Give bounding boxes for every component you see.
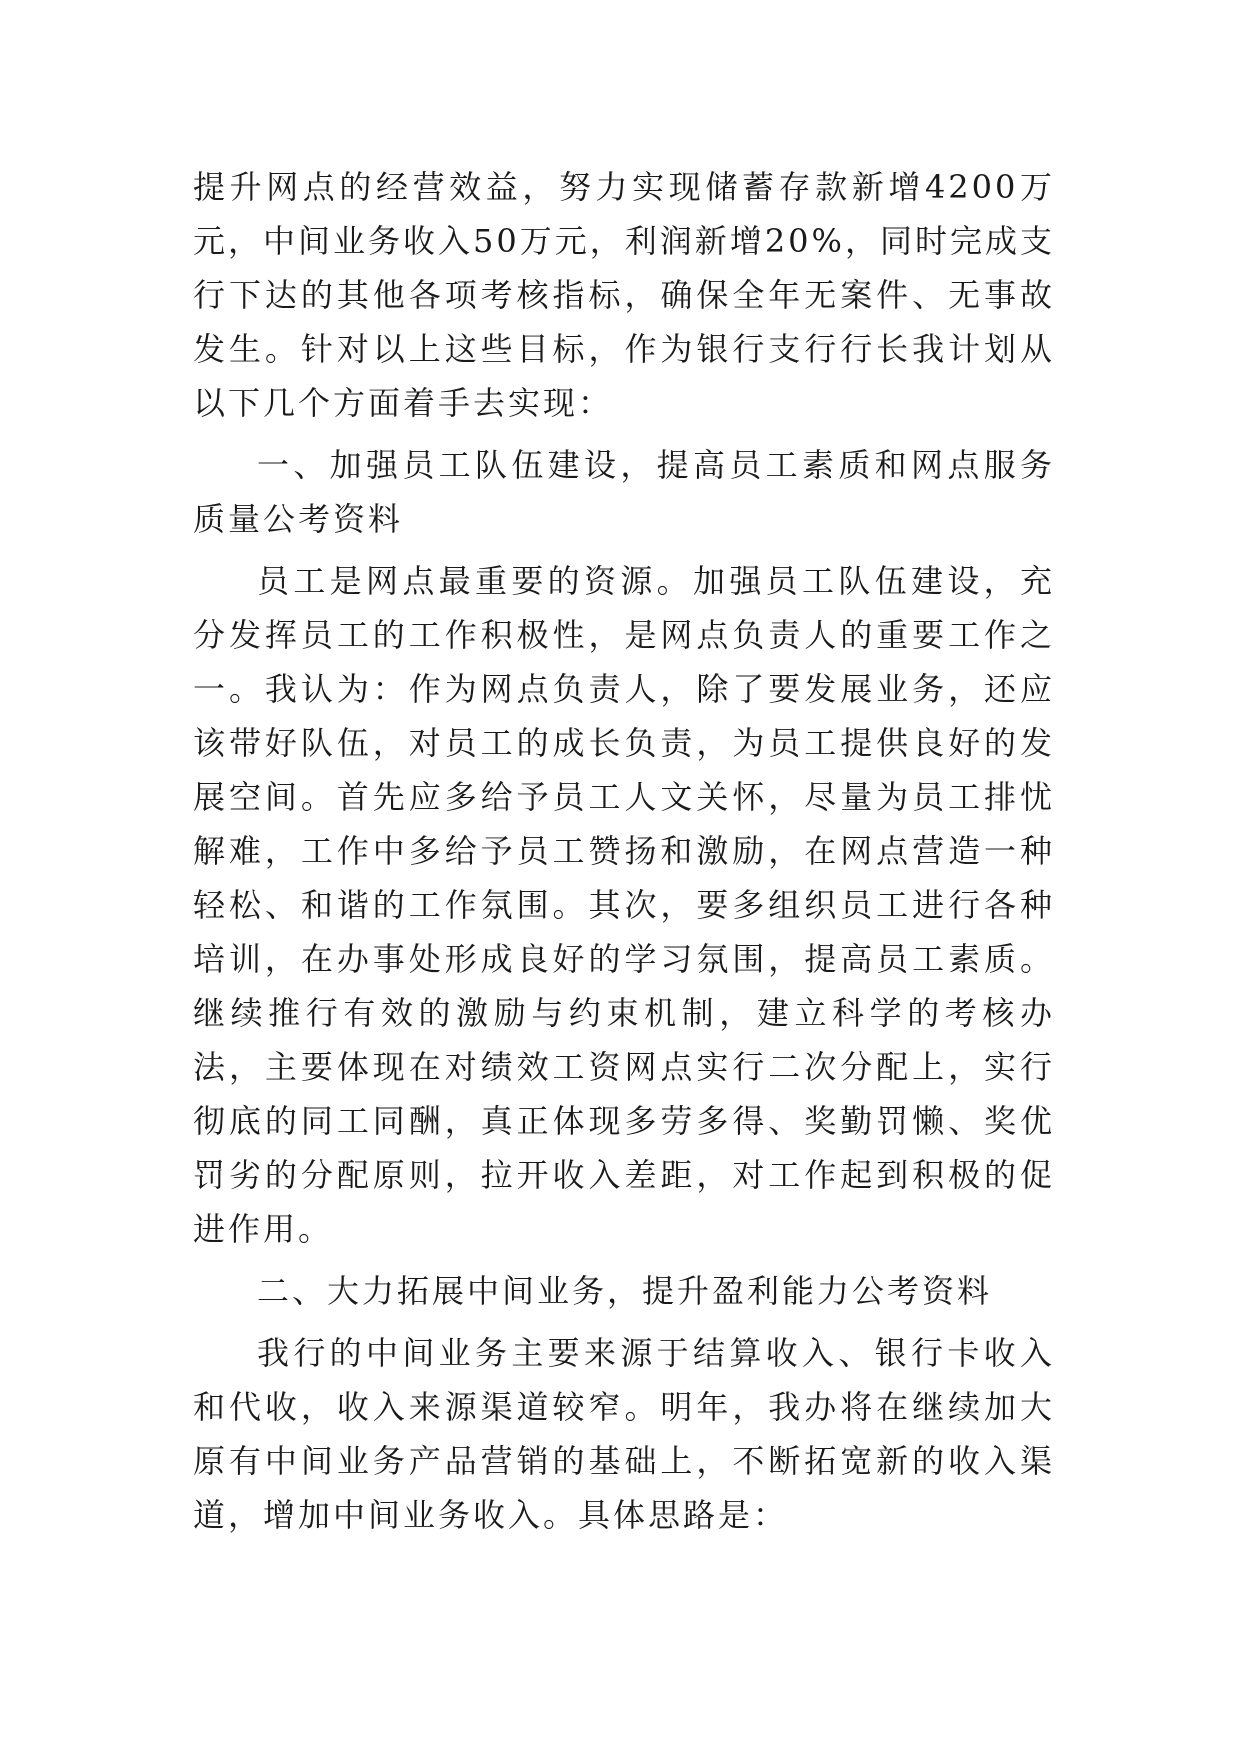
document-body <box>193 160 1055 1550</box>
section-heading-2: 二、大力拓展中间业务，提升盈利能力公考资料 <box>257 1272 993 1310</box>
paragraph-body-1: 员工是网点最重要的资源。加强员工队伍建设，充分发挥员工的工作积极性，是网点负责人的重要工作之一。我认为：作为网点负责人，除了要发展业务，还应该带好队伍，对员工的成长负责，为员工提供良好的发展空间。首先应多给予员工人文关怀，尽量为员工排忧解难，工作中多给予员工赞扬和激励，在网点营造一种轻松、和谐的工作氛围。其次，要多组织员工进行各种培训，在办事处形成良好的学习氛围，提高员工素质。继续推行有效的激励与约束机制，建立科学的考核办法，主要体现在对绩效工资网点实行二次分配上，实行彻底的同工同酬，真正体现多劳多得、奖勤罚懒、奖优罚劣的分配原则，拉开收入差距，对工作起到积极的促进作用。 <box>193 562 1055 1248</box>
section-heading-1: 一、加强员工队伍建设，提高员工素质和网点服务质量公考资料 <box>193 446 1055 538</box>
paragraph-intro: 提升网点的经营效益，努力实现储蓄存款新增4200万元，中间业务收入50万元，利润新增20%，同时完成支行下达的其他各项考核指标，确保全年无案件、无事故发生。针对以上这些目标，作为银行支行行长我计划从以下几个方面着手去实现： <box>193 168 1055 422</box>
paragraph-body-2: 我行的中间业务主要来源于结算收入、银行卡收入和代收，收入来源渠道较窄。明年，我办将在继续加大原有中间业务产品营销的基础上，不断拓宽新的收入渠道，增加中间业务收入。具体思路是： <box>193 1334 1055 1534</box>
